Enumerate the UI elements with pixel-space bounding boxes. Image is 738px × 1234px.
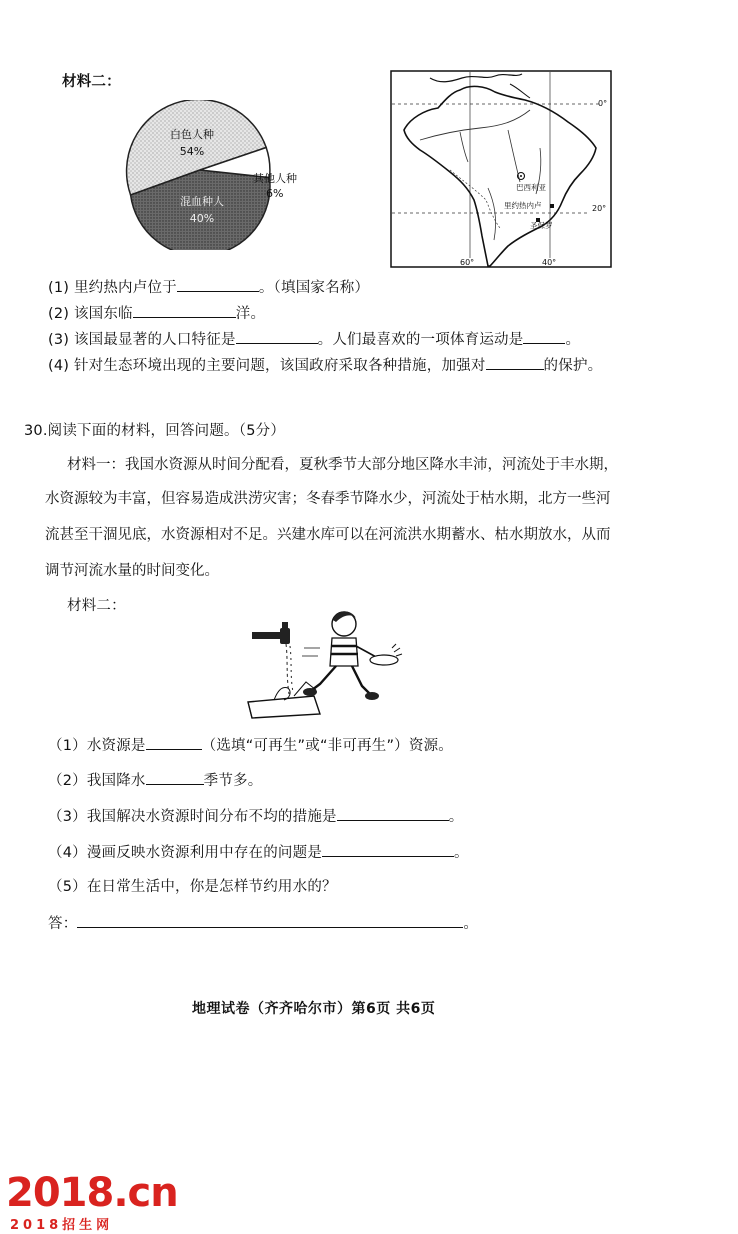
pie-pct-other: 6% [266,187,284,200]
q2-3: （3）我国解决水资源时间分布不均的措施是 。 [48,806,463,827]
map-label-lon60: 60° [460,258,475,267]
pie-label-white: 白色人种 [170,128,214,141]
map-label-lat0: 0° [598,99,608,108]
map-label-brasilia: 巴西利亚 [516,183,546,192]
q1-4: (4) 针对生态环境出现的主要问题，该国政府采取各种措施，加强对 的保护。 [48,355,602,376]
bowl-icon [370,655,398,665]
pie-label-other: 其他人种 [253,172,297,185]
material1-line: 调节河流水量的时间变化。 [45,563,219,579]
map-label-rio: 里约热内卢 [504,201,542,210]
water-stream [286,644,289,694]
q1-3: (3) 该国最显著的人口特征是 。人们最喜欢的一项体育运动是 。 [48,329,580,350]
q1-1: (1) 里约热内卢位于 。（填国家名称） [48,277,369,298]
blank-2-3[interactable] [337,806,449,821]
blank-2-1[interactable] [146,735,202,750]
material1-line: 材料一：我国水资源从时间分配看，夏秋季节大部分地区降水丰沛，河流处于丰水期， [67,457,618,473]
q2-5: （5）在日常生活中，你是怎样节约用水的？ [48,879,337,895]
water-waste-cartoon [244,604,404,722]
material2b-label: 材料二： [67,598,126,614]
basin-icon [248,696,320,718]
material1-line: 水资源较为丰富，但容易造成洪涝灾害；冬春季节降水少，河流处于枯水期，北方一些河 [45,491,611,507]
map-label-lat20: 20° [592,204,607,213]
pie-pct-mixed: 40% [189,212,215,225]
q1-2: (2) 该国东临 洋。 [48,303,265,324]
faucet-icon [280,628,290,644]
blank-1-3b[interactable] [523,329,565,344]
q2-1: （1）水资源是 （选填“可再生”或“非可再生”）资源。 [48,735,453,756]
blank-1-2[interactable] [133,303,236,318]
watermark-big-text: 2018.cn [6,1170,178,1216]
blank-1-3a[interactable] [236,329,318,344]
south-america-map [390,70,612,268]
watermark-small-text: 2018招生网 [10,1218,114,1233]
rio-marker [550,204,554,208]
faucet-pipe [252,632,282,639]
map-label-saopaulo: 圣保罗 [530,221,553,230]
blank-2-4[interactable] [322,842,454,857]
page-footer: 地理试卷（齐齐哈尔市）第6页 共6页 [192,1001,436,1017]
watermark-logo [6,1170,178,1216]
blank-1-4[interactable] [486,355,544,370]
blank-1-1[interactable] [177,277,259,292]
blank-2-2[interactable] [146,770,204,785]
answer-line: 答： 。 [48,913,478,934]
material1-line: 流甚至干涸见底，水资源相对不足。兴建水库可以在河流洪水期蓄水、枯水期放水，从而 [45,527,611,543]
boy-shirt [330,638,358,666]
pie-label-mixed: 混血种人 [180,195,224,208]
pie-pct-white: 54% [179,145,205,158]
q2-4: （4）漫画反映水资源利用中存在的问题是 。 [48,842,469,863]
q2-2: （2）我国降水 季节多。 [48,770,262,791]
material2-label: 材料二： [62,74,121,90]
map-label-lon40: 40° [542,258,557,267]
answer-blank[interactable] [77,913,463,928]
question-30-heading: 30.阅读下面的材料，回答问题。（5分） [24,423,286,439]
